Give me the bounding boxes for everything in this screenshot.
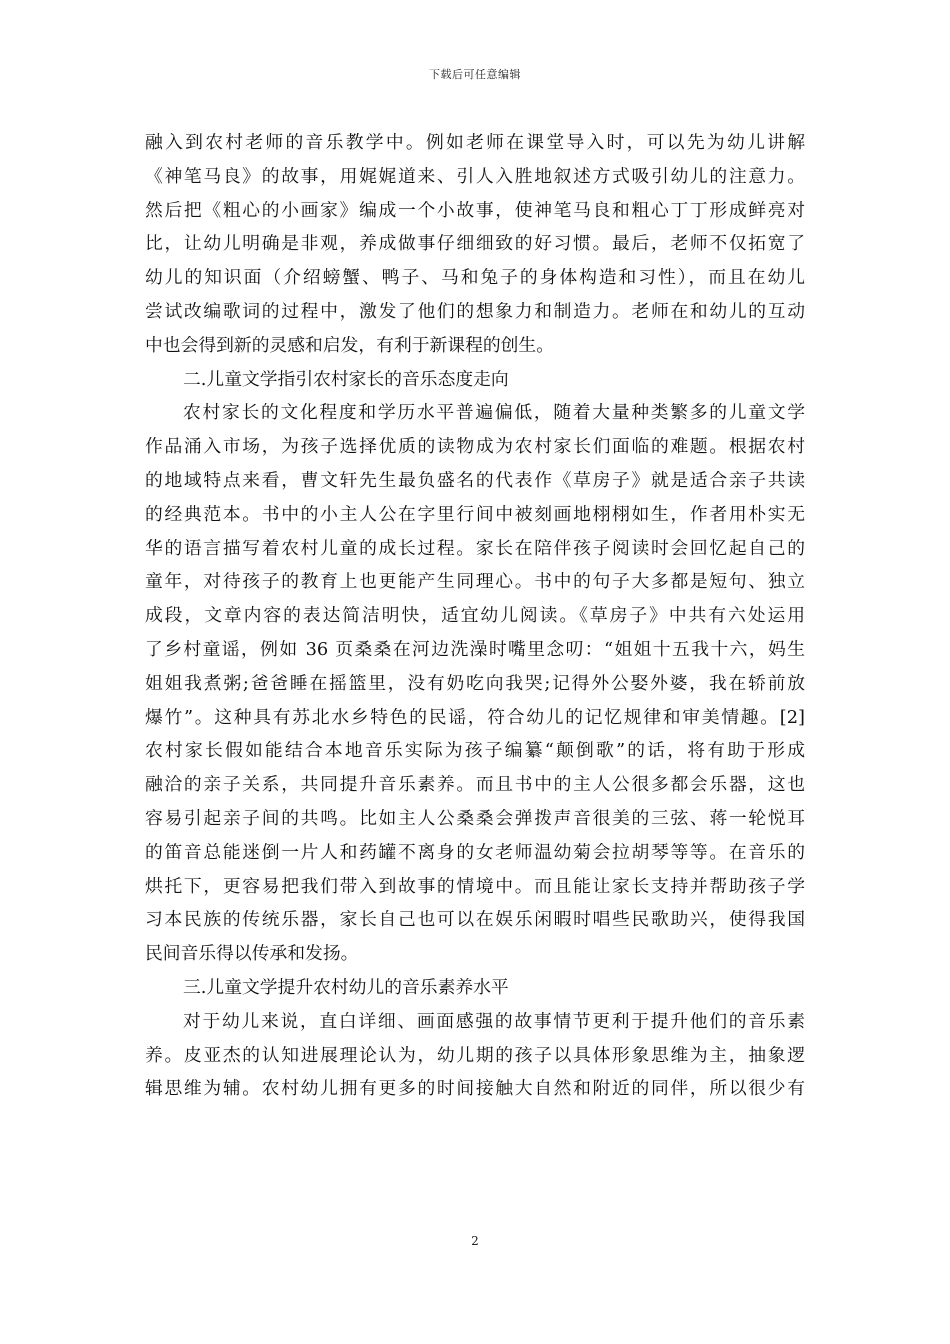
text-line: 尝试改编歌词的过程中，激发了他们的想象力和制造力。老师在和幼儿的互动 [145, 300, 805, 322]
text-line: 容易引起亲子间的共鸣。比如主人公桑桑会弹拨声音很美的三弦、蒋一轮悦耳 [145, 807, 805, 829]
text-line: 的地域特点来看，曹文轩先生最负盛名的代表作《草房子》就是适合亲子共读 [145, 469, 805, 491]
text-line: 比，让幼儿明确是非观，养成做事仔细细致的好习惯。最后，老师不仅拓宽了 [145, 233, 805, 255]
text-line: 民间音乐得以传承和发扬。 [145, 943, 359, 965]
text-line: 辑思维为辅。农村幼儿拥有更多的时间接触大自然和附近的同伴，所以很少有 [145, 1078, 805, 1100]
text-line: 幼儿的知识面（介绍螃蟹、鸭子、马和兔子的身体构造和习性），而且在幼儿 [145, 267, 805, 289]
page-number: 2 [471, 1234, 479, 1248]
text-line: 融入到农村老师的音乐教学中。例如老师在课堂导入时，可以先为幼儿讲解 [145, 132, 805, 153]
text-line: 对于幼儿来说，直白详细、画面感强的故事情节更利于提升他们的音乐素 [183, 1010, 805, 1032]
text-line: 爆竹”。这种具有苏北水乡特色的民谣，符合幼儿的记忆规律和审美情趣。[2] [145, 706, 805, 728]
text-line: 养。皮亚杰的认知进展理论认为，幼儿期的孩子以具体形象思维为主，抽象逻 [145, 1044, 805, 1066]
text-line: 的笛音总能迷倒一片人和药罐不离身的女老师温幼菊会拉胡琴等等。在音乐的 [145, 841, 805, 863]
text-line: 童年，对待孩子的教育上也更能产生同理心。书中的句子大多都是短句、独立 [145, 571, 805, 593]
text-line: 成段，文章内容的表达简洁明快，适宜幼儿阅读。《草房子》中共有六处运用 [145, 605, 805, 627]
text-line: 《神笔马良》的故事，用娓娓道来、引人入胜地叙述方式吸引幼儿的注意力。 [145, 165, 805, 187]
text-line: 烘托下，更容易把我们带入到故事的情境中。而且能让家长支持并帮助孩子学 [145, 875, 805, 897]
text-line: 融洽的亲子关系，共同提升音乐素养。而且书中的主人公很多都会乐器，这也 [145, 774, 805, 796]
text-line: 习本民族的传统乐器，家长自己也可以在娱乐闲暇时唱些民歌助兴，使得我国 [145, 909, 805, 931]
text-line: 然后把《粗心的小画家》编成一个小故事，使神笔马良和粗心丁丁形成鲜亮对 [145, 199, 805, 221]
text-line: 农村家长的文化程度和学历水平普遍偏低，随着大量种类繁多的儿童文学 [183, 402, 805, 424]
text-line: 的经典范本。书中的小主人公在字里行间中被刻画地栩栩如生，作者用朴实无 [145, 503, 805, 525]
section-heading: 二.儿童文学指引农村家长的音乐态度走向 [183, 368, 509, 390]
section-heading: 三.儿童文学提升农村幼儿的音乐素养水平 [183, 976, 509, 998]
text-line: 姐姐我煮粥;爸爸睡在摇篮里，没有奶吃向我哭;记得外公娶外婆，我在轿前放 [145, 672, 805, 694]
text-line: 农村家长假如能结合本地音乐实际为孩子编纂“颠倒歌”的话，将有助于形成 [145, 740, 805, 762]
text-line: 了乡村童谣，例如 36 页桑桑在河边洗澡时嘴里念叨：“姐姐十五我十六，妈生 [145, 638, 805, 660]
page-header: 下载后可任意编辑 [429, 68, 521, 81]
document-body [145, 126, 805, 1106]
text-line: 华的语言描写着农村儿童的成长过程。家长在陪伴孩子阅读时会回忆起自己的 [145, 537, 805, 559]
text-line: 中也会得到新的灵感和启发，有利于新课程的创生。 [145, 334, 554, 356]
text-line: 作品涌入市场，为孩子选择优质的读物成为农村家长们面临的难题。根据农村 [145, 436, 805, 458]
